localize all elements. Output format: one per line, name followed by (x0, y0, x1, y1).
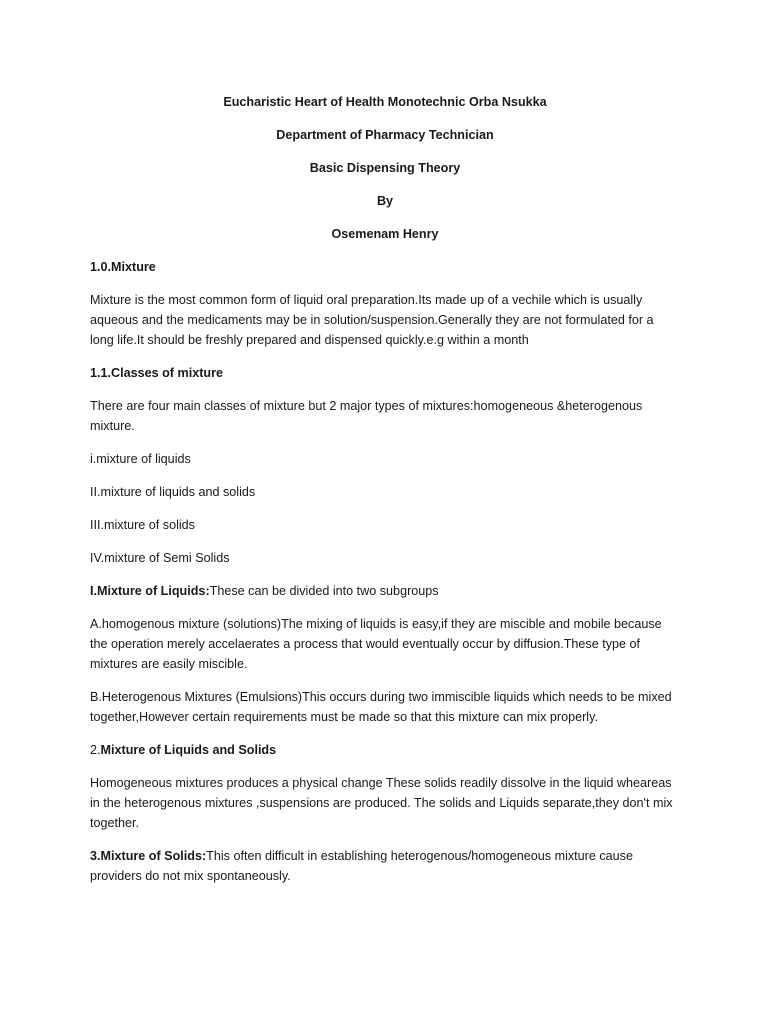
liquids-solids-number: 2. (90, 743, 101, 757)
solids-lead-bold: 3.Mixture of Solids: (90, 849, 207, 863)
by-label: By (376, 194, 394, 208)
liquids-lead-text: These can be divided into two subgroups (209, 584, 439, 598)
liquids-solids-paragraph: Homogeneous mixtures produces a physical change These solids readily dissolve in the liquid wheareas in the heterogenous mixtures ,suspensions are produced. The solids and Liquids separate,they don't mix together. (90, 776, 673, 830)
liquids-solids-heading-text: Mixture of Liquids and Solids (100, 743, 277, 757)
liquids-lead-bold: I.Mixture of Liquids: (90, 584, 210, 598)
liquids-solids-heading (90, 740, 680, 760)
liquids-lead-paragraph (90, 581, 680, 601)
classes-intro-paragraph: There are four main classes of mixture but 2 major types of mixtures:homogeneous &heterogenous mixture. (90, 399, 643, 433)
institution-title: Eucharistic Heart of Health Monotechnic Orba Nsukka (223, 95, 547, 109)
homogenous-paragraph: A.homogenous mixture (solutions)The mixing of liquids is easy,if they are miscible and mobile because the operation merely accelaerates a process that would eventually occur by diffusion.These type of mixtures are easily miscible. (90, 617, 662, 671)
mixture-heading: 1.0.Mixture (90, 260, 156, 274)
class-item-liquids: i.mixture of liquids (90, 452, 191, 466)
heterogenous-paragraph: B.Heterogenous Mixtures (Emulsions)This occurs during two immiscible liquids which needs to be mixed together,However certain requirements must be made so that this mixture can mix properly. (90, 690, 672, 724)
author-name: Osemenam Henry (331, 227, 439, 241)
department-title: Department of Pharmacy Technician (276, 128, 494, 142)
solids-paragraph (90, 846, 680, 886)
mixture-paragraph: Mixture is the most common form of liquid oral preparation.Its made up of a vechile which is usually aqueous and the medicaments may be in solution/suspension.Generally they are not formulated for a long life.It should be freshly prepared and dispensed quickly.e.g within a month (90, 293, 654, 347)
classes-heading: 1.1.Classes of mixture (90, 366, 223, 380)
document-body (90, 92, 680, 899)
class-item-solids: III.mixture of solids (90, 518, 195, 532)
class-item-semi-solids: IV.mixture of Semi Solids (90, 551, 230, 565)
course-title: Basic Dispensing Theory (309, 161, 461, 175)
solids-lead-text: This often difficult in establishing heterogenous/homogeneous mixture cause providers do not mix spontaneously. (90, 849, 633, 883)
class-item-liquids-solids: II.mixture of liquids and solids (90, 485, 256, 499)
